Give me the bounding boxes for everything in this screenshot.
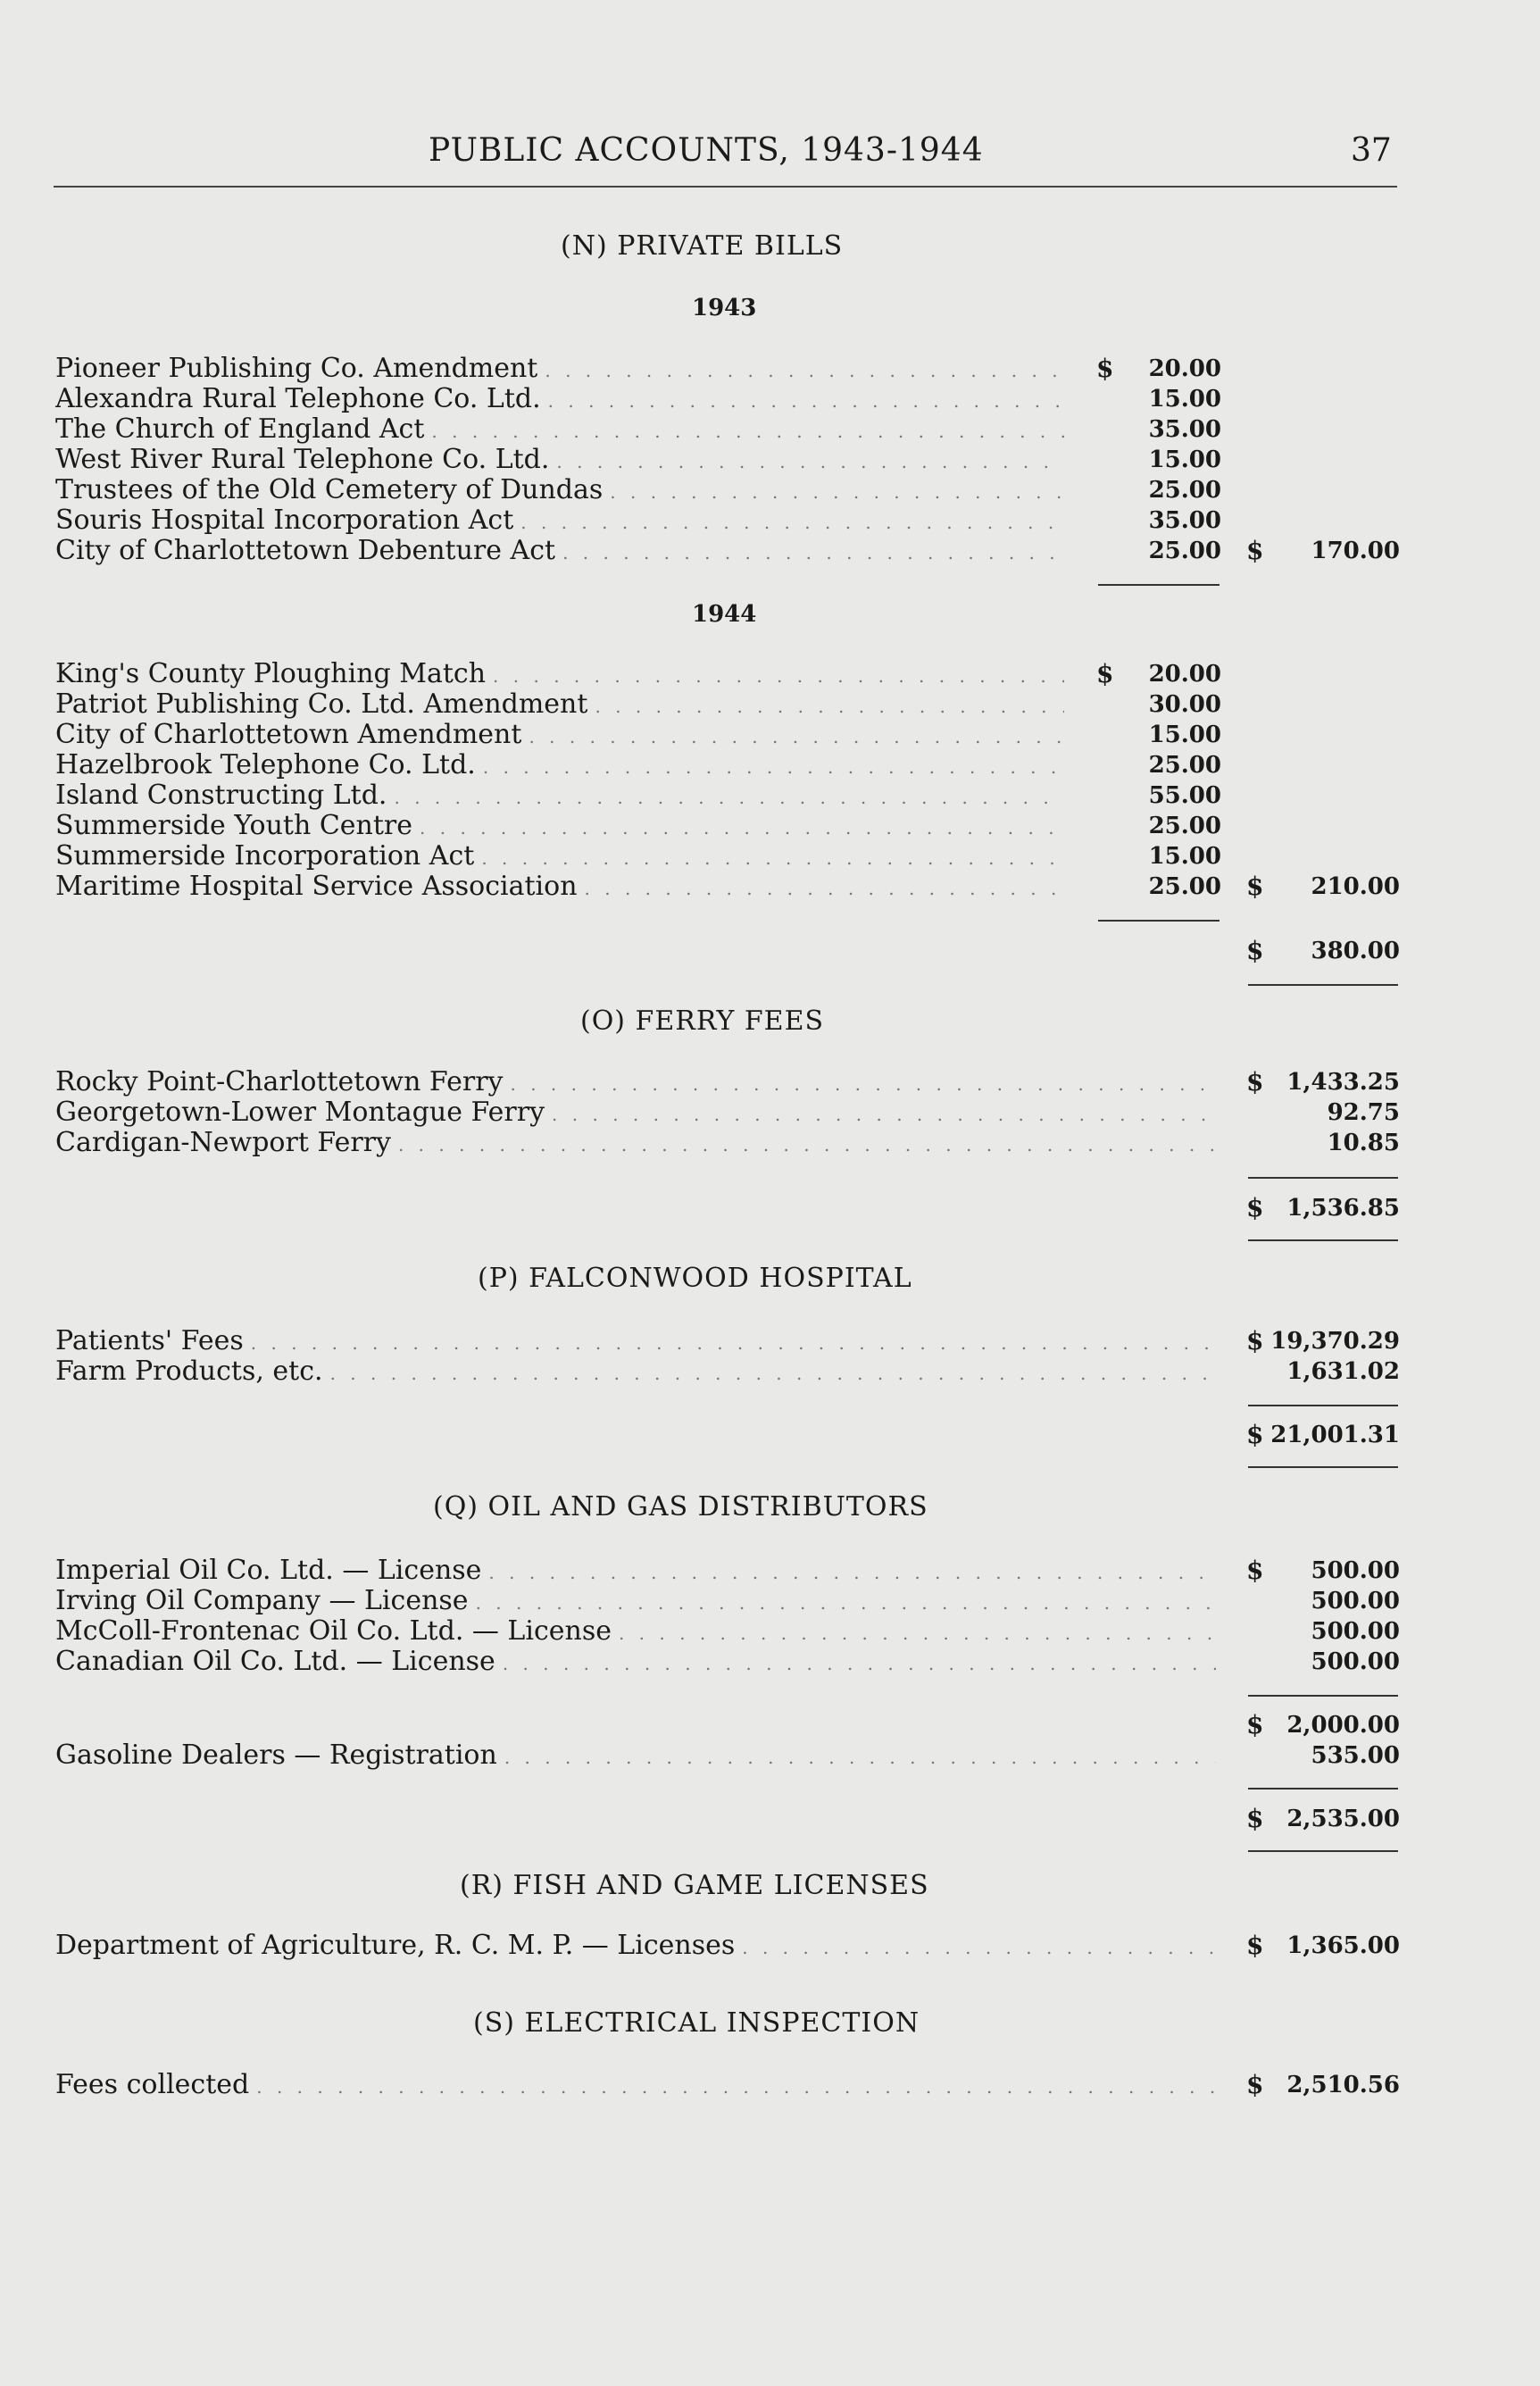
subtotal-oil-companies: 2,000.00 [1286,1712,1400,1739]
item-amount: 535.00 [1311,1742,1400,1769]
header-rule [54,186,1397,188]
item-amount: 25.00 [1148,813,1221,839]
item-amount: 25.00 [1148,873,1221,900]
list-item: Alexandra Rural Telephone Co. Ltd. . . . [55,384,1064,414]
list-item: Imperial Oil Co. Ltd. — License . . . [55,1556,1216,1586]
list-item: Patriot Publishing Co. Ltd. Amendment . . . [55,689,1064,720]
list-item: Farm Products, etc. . . . [55,1356,1216,1387]
item-amount: 1,631.02 [1286,1358,1400,1385]
subtotal-rule [1248,1695,1398,1697]
list-item: Patients' Fees . . . [55,1326,1216,1356]
list-item: Fees collected . . . [55,2070,1216,2100]
subtotal-rule [1248,1177,1398,1179]
list-item: Summerside Incorporation Act . . . [55,841,1064,872]
list-item: McColl-Frontenac Oil Co. Ltd. — License . . . [55,1616,1216,1647]
item-amount: 500.00 [1311,1648,1400,1675]
item-amount: 15.00 [1148,386,1221,413]
dollar-sign: $ [1246,872,1264,901]
item-amount: 20.00 [1148,661,1221,688]
subtotal-rule [1248,1405,1398,1406]
subtotal-rule [1248,1788,1398,1790]
total-private-bills: 380.00 [1311,938,1400,964]
item-amount: 25.00 [1148,538,1221,564]
list-item: Department of Agriculture, R. C. M. P. — Licenses . . . [55,1931,1216,1961]
dollar-sign: $ [1246,936,1264,965]
section-heading-private-bills: (N) PRIVATE BILLS [561,230,844,262]
total-rule [1248,1466,1398,1468]
item-amount: 500.00 [1311,1618,1400,1645]
list-item: Summerside Youth Centre . . . [55,811,1064,841]
total-rule [1248,984,1398,986]
list-item: Cardigan-Newport Ferry . . . [55,1128,1216,1158]
page-header-title: PUBLIC ACCOUNTS, 1943-1944 [429,132,984,169]
item-amount: 15.00 [1148,843,1221,870]
item-amount: 19,370.29 [1270,1328,1400,1355]
list-item: Hazelbrook Telephone Co. Ltd. . . . [55,750,1064,780]
item-amount: 25.00 [1148,752,1221,779]
dollar-sign: $ [1246,1931,1264,1960]
section-heading-electrical-inspection: (S) ELECTRICAL INSPECTION [473,2007,920,2039]
subtotal-rule [1098,920,1220,922]
list-item: Irving Oil Company — License . . . [55,1586,1216,1616]
list-item: Rocky Point-Charlottetown Ferry . . . [55,1067,1216,1097]
item-amount: 35.00 [1148,416,1221,443]
dollar-sign: $ [1096,659,1114,688]
list-item: City of Charlottetown Debenture Act . . . [55,536,1064,566]
item-amount: 10.85 [1327,1130,1400,1156]
list-item: Georgetown-Lower Montague Ferry . . . [55,1097,1216,1128]
list-item: Souris Hospital Incorporation Act . . . [55,505,1064,536]
total-ferry-fees: 1,536.85 [1286,1195,1400,1222]
item-amount: 92.75 [1327,1099,1400,1126]
list-item: The Church of England Act . . . [55,414,1064,445]
dollar-sign: $ [1246,1710,1264,1739]
list-item: Canadian Oil Co. Ltd. — License . . . [55,1647,1216,1677]
dollar-sign: $ [1246,1556,1264,1585]
year-heading-1944: 1944 [692,601,757,628]
list-item: Gasoline Dealers — Registration . . . [55,1740,1216,1771]
dollar-sign: $ [1246,1326,1264,1356]
subtotal-1943: 170.00 [1311,538,1400,564]
section-heading-ferry-fees: (O) FERRY FEES [580,1005,825,1037]
list-item: Island Constructing Ltd. . . . [55,780,1064,811]
list-item: Trustees of the Old Cemetery of Dundas . . . [55,475,1064,505]
dollar-sign: $ [1246,1420,1264,1449]
list-item: Pioneer Publishing Co. Amendment . . . [55,354,1064,384]
dollar-sign: $ [1246,1193,1264,1222]
item-amount: 15.00 [1148,722,1221,748]
total-oil-and-gas: 2,535.00 [1286,1806,1400,1832]
item-amount: 55.00 [1148,782,1221,809]
item-amount: 2,510.56 [1286,2072,1400,2098]
total-rule [1248,1239,1398,1241]
list-item: Maritime Hospital Service Association . . . [55,872,1064,902]
list-item: King's County Ploughing Match . . . [55,659,1064,689]
section-heading-fish-and-game: (R) FISH AND GAME LICENSES [460,1870,929,1901]
section-heading-oil-and-gas: (Q) OIL AND GAS DISTRIBUTORS [433,1491,928,1523]
item-amount: 500.00 [1311,1588,1400,1614]
dollar-sign: $ [1246,1067,1264,1097]
item-amount: 30.00 [1148,691,1221,718]
dollar-sign: $ [1246,2070,1264,2099]
item-amount: 20.00 [1148,355,1221,382]
list-item: City of Charlottetown Amendment . . . [55,720,1064,750]
year-heading-1943: 1943 [692,295,757,321]
subtotal-1944: 210.00 [1311,873,1400,900]
dollar-sign: $ [1246,536,1264,565]
total-rule [1248,1850,1398,1852]
item-amount: 1,365.00 [1286,1932,1400,1959]
item-amount: 25.00 [1148,477,1221,504]
page-number: 37 [1351,132,1392,169]
item-amount: 1,433.25 [1286,1069,1400,1096]
total-falconwood-hospital: 21,001.31 [1270,1422,1400,1448]
item-amount: 35.00 [1148,507,1221,534]
item-amount: 15.00 [1148,446,1221,473]
section-heading-falconwood-hospital: (P) FALCONWOOD HOSPITAL [478,1263,912,1294]
list-item: West River Rural Telephone Co. Ltd. . . . [55,445,1064,475]
dollar-sign: $ [1246,1804,1264,1833]
item-amount: 500.00 [1311,1557,1400,1584]
dollar-sign: $ [1096,354,1114,383]
subtotal-rule [1098,584,1220,586]
